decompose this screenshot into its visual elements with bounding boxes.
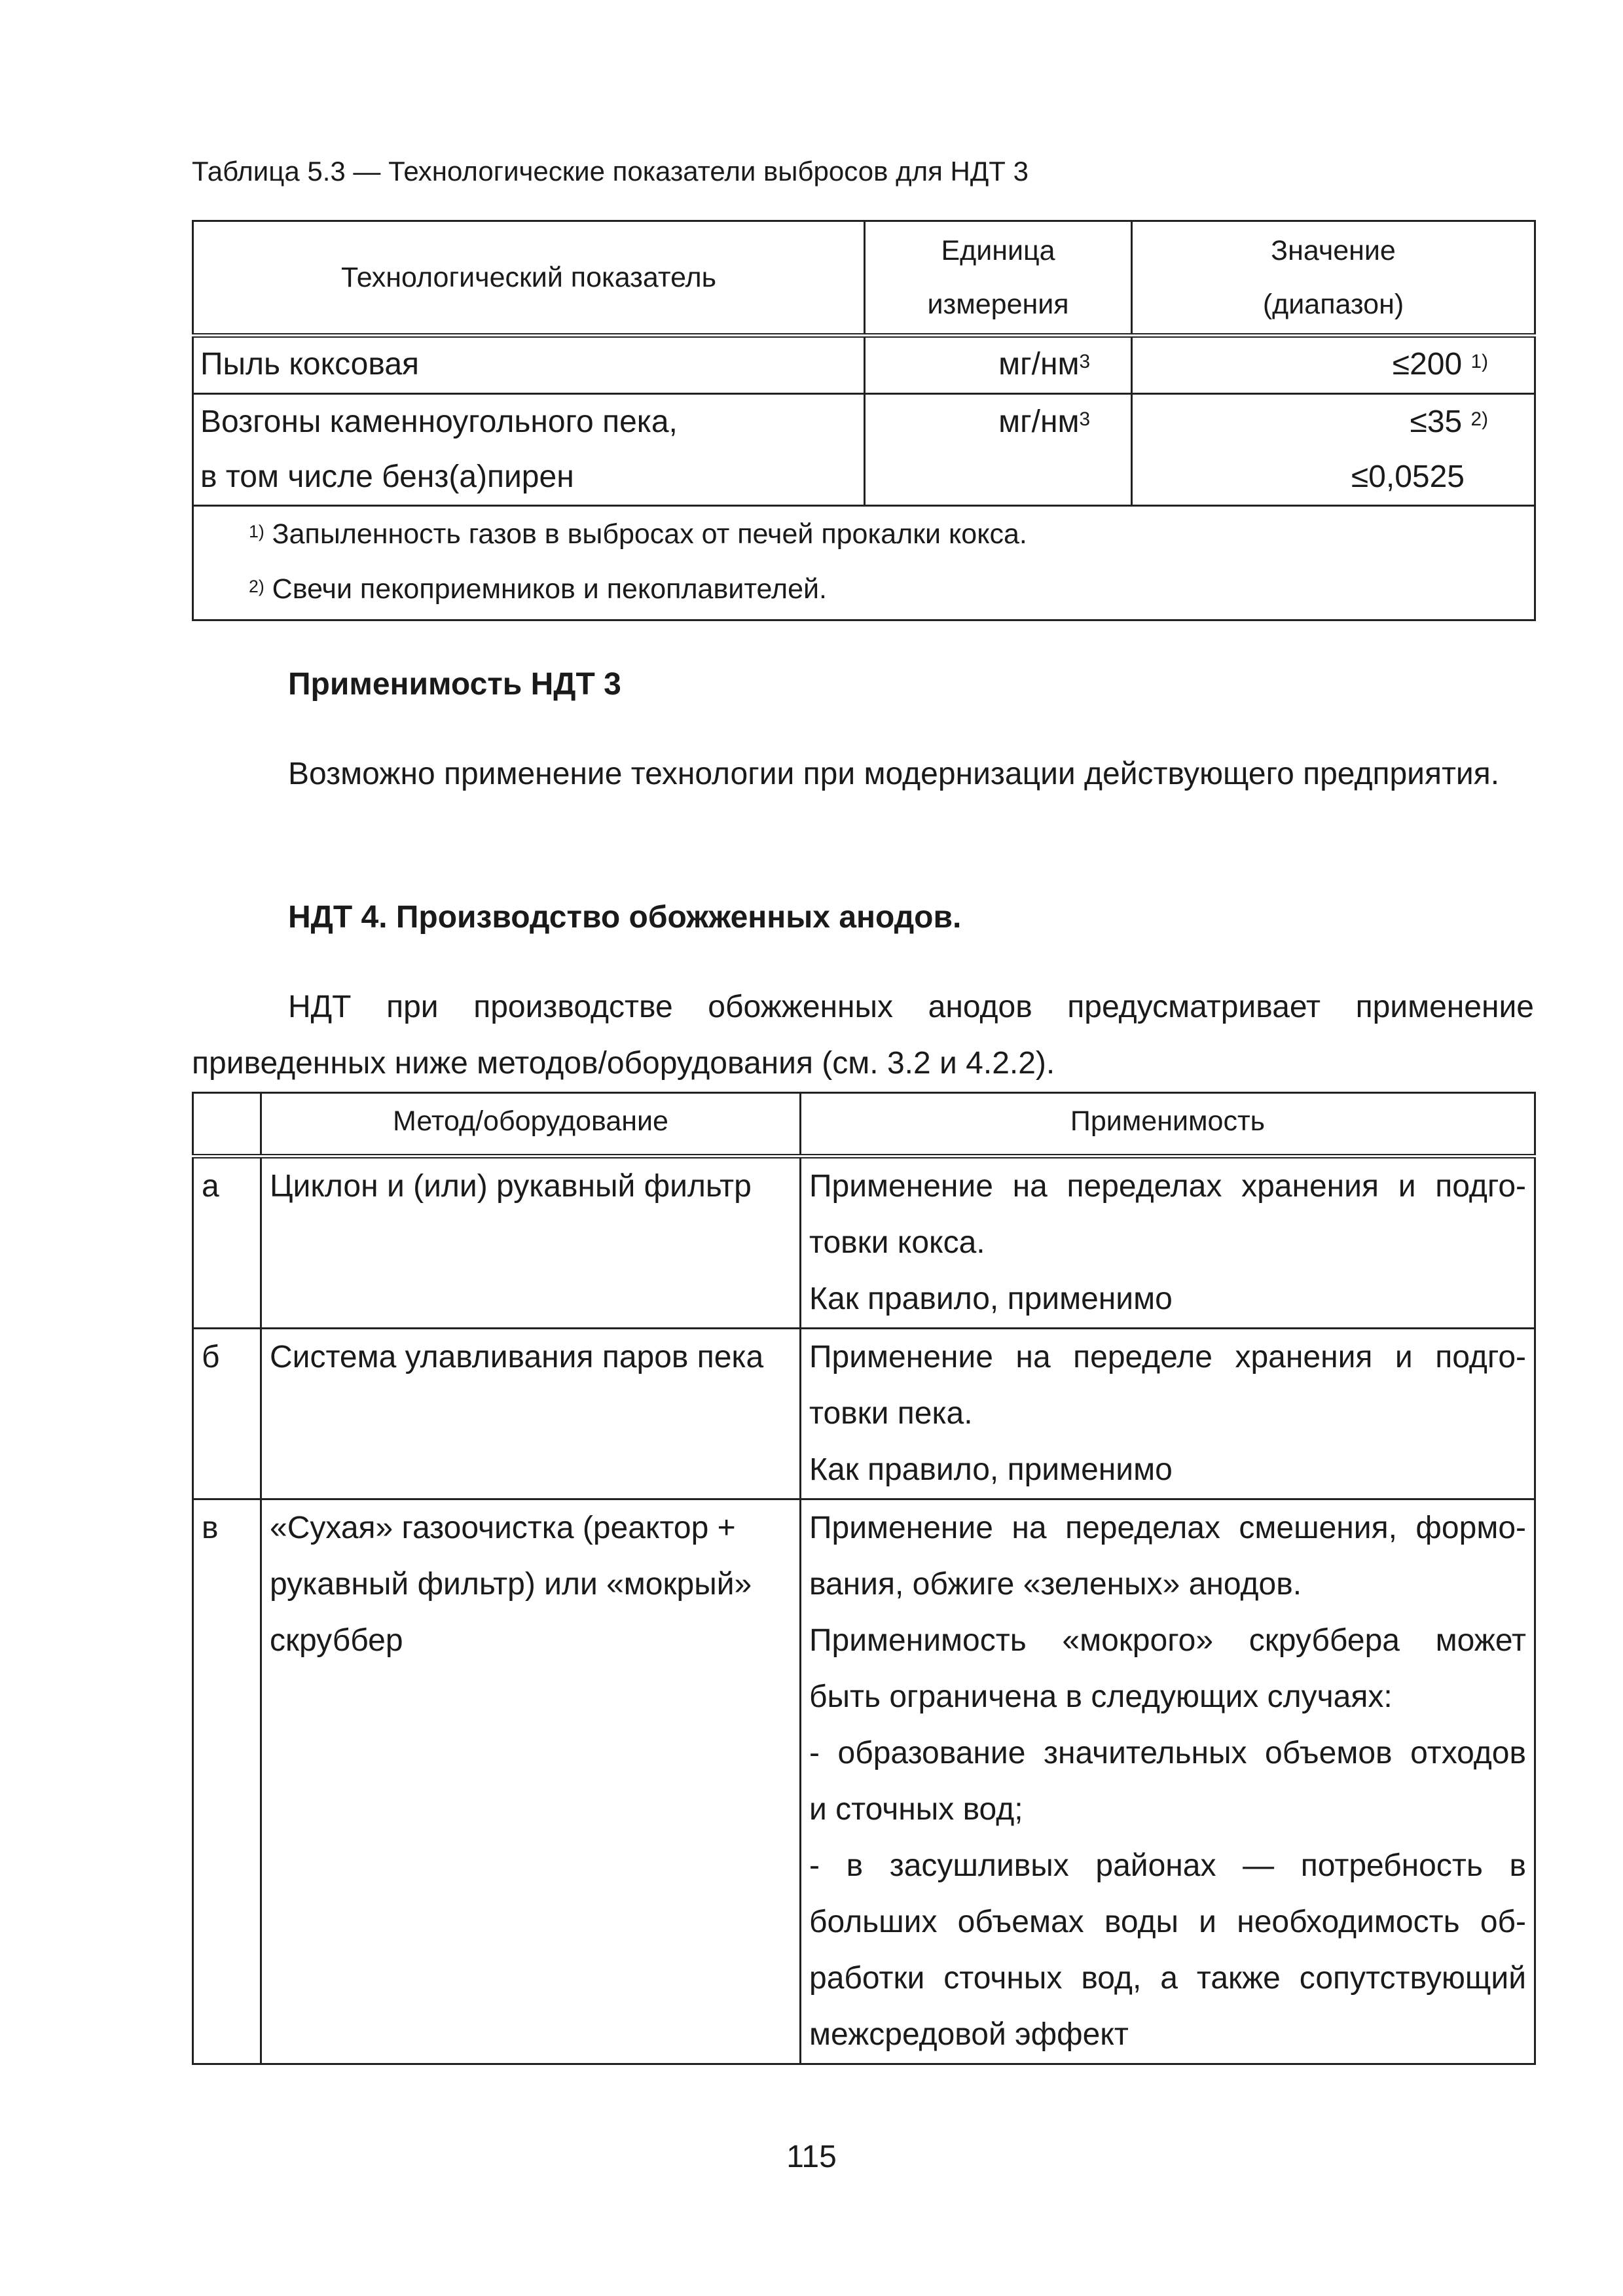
ndt4-heading: НДТ 4. Производство обожженных анодов.: [288, 900, 962, 935]
table-row: [193, 394, 1535, 506]
page-number: 115: [786, 2140, 837, 2174]
cell-indicator: Возгоны каменноугольного пека, в том числе бенз(а)пирен: [193, 394, 865, 506]
row-letter: б: [193, 1329, 261, 1499]
applicability-paragraph: Возможно применение технологии при модернизации действующего предприятия.: [288, 757, 1500, 791]
header-num: [193, 1093, 261, 1157]
header-method: Метод/оборудование: [261, 1093, 801, 1157]
cell-value: ≤200 $^{1)}$: [1132, 336, 1535, 394]
table-header-row: [193, 1093, 1535, 1157]
table-caption: Таблица 5.3 — Технологические показатели выбросов для НДТ 3: [192, 156, 1029, 187]
cell-value: ≤35 $^{2)}$ ≤0,0525: [1132, 394, 1535, 506]
cell-indicator: Пыль коксовая: [193, 336, 865, 394]
footnote: $^{2)}$ Свечи пекоприемников и пекоплавителей.: [249, 573, 827, 605]
header-indicator: Технологический показатель: [193, 221, 865, 336]
table-notes: [193, 506, 1535, 620]
applicability-heading: Применимость НДТ 3: [288, 667, 621, 702]
header-unit: Единица измерения: [865, 221, 1132, 336]
ndt4-paragraph: НДТ при производстве обожженных анодов предусматривает применение приведенных ниже методов/оборудования (см. 3.2 и 4.2.2).: [192, 990, 1534, 1081]
row-applicability: Применение на переделах смешения, формо- вания, обжиге «зеленых» анодов. Применимость «мокрого» скруббера может быть ограничена в следующих случаях: - образование значительных объемов отходов и сточных вод; - в засушливых районах — потребность в больших объемах воды и необходимость об- работки сточных вод, а также сопутствующий межсредовой эффект: [801, 1499, 1535, 2064]
row-method: Система улавливания паров пека: [261, 1329, 801, 1499]
row-method: «Сухая» газоочистка (реактор + рукавный фильтр) или «мокрый» скруббер: [261, 1499, 801, 2064]
footnote: $^{1)}$ Запыленность газов в выбросах от печей прокалки кокса.: [249, 518, 1027, 550]
emissions-table: [192, 220, 1536, 621]
cell-unit: $мг/нм^3$: [865, 336, 1132, 394]
table-row: [193, 336, 1535, 394]
row-applicability: Применение на переделе хранения и подго- товки пека. Как правило, применимо: [801, 1329, 1535, 1499]
row-letter: в: [193, 1499, 261, 2064]
table-row: [193, 1329, 1535, 1499]
table-row: [193, 1157, 1535, 1329]
header-value: Значение (диапазон): [1132, 221, 1535, 336]
cell-unit: $мг/нм^3$: [865, 394, 1132, 506]
row-applicability: Применение на переделах хранения и подго- товки кокса. Как правило, применимо: [801, 1157, 1535, 1329]
header-applicability: Применимость: [801, 1093, 1535, 1157]
table-notes-row: [193, 506, 1535, 620]
methods-table: [192, 1092, 1536, 2065]
table-row: [193, 1499, 1535, 2064]
row-method: Циклон и (или) рукавный фильтр: [261, 1157, 801, 1329]
table-header-row: [193, 221, 1535, 336]
row-letter: а: [193, 1157, 261, 1329]
